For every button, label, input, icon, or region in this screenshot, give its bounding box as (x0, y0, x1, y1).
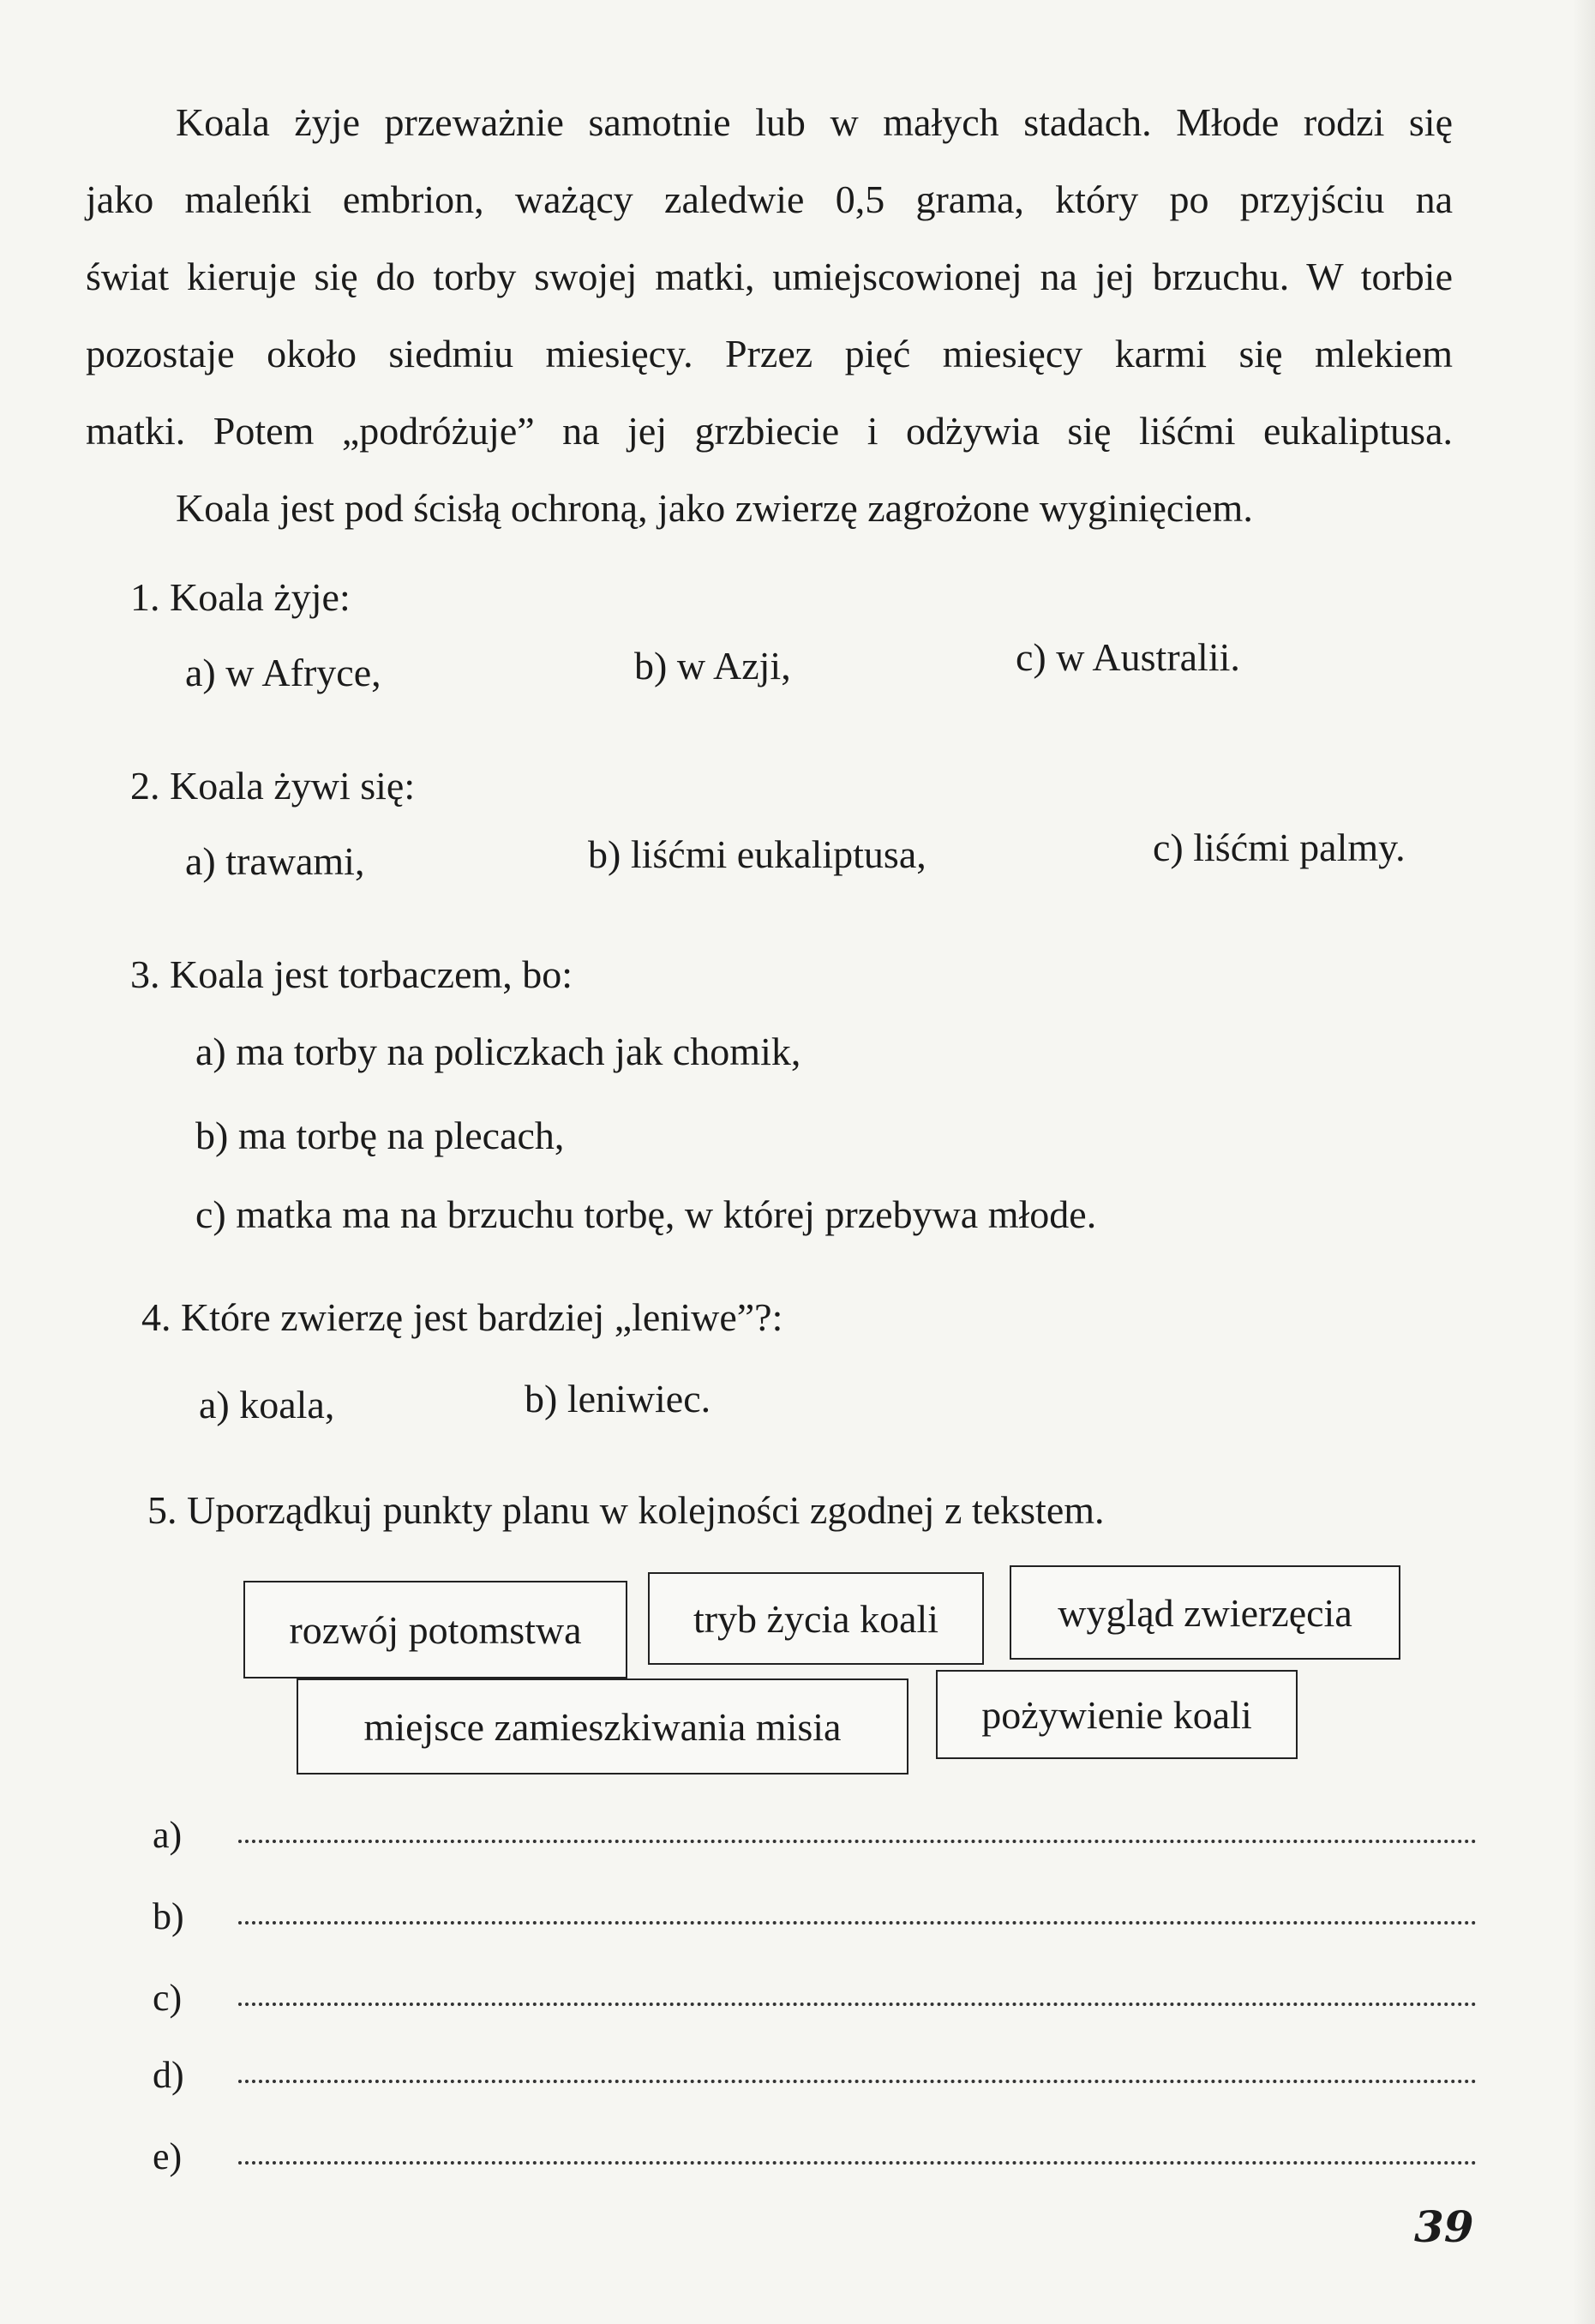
text-line: matki. Potem „podróżuje” na jej grzbiecie i odżywia się liśćmi eukaliptusa. (86, 409, 1453, 453)
option-2b[interactable]: b) liśćmi eukaliptusa, (588, 832, 926, 876)
answer-label-a: a) (153, 1814, 183, 1856)
text-line: jako maleńki embrion, ważący zaledwie 0,5 grama, który po przyjściu na (86, 177, 1453, 221)
answer-line-c[interactable] (238, 2003, 1477, 2006)
page-number: 39 (1414, 2201, 1474, 2252)
option-2a[interactable]: a) trawami, (185, 839, 365, 883)
text-line: Koala żyje przeważnie samotnie lub w małych stadach. Młode rodzi się (176, 100, 1453, 144)
option-1a[interactable]: a) w Afryce, (185, 651, 381, 694)
answer-line-b[interactable] (238, 1921, 1477, 1925)
text-line: pozostaje około siedmiu miesięcy. Przez pięć miesięcy karmi się mlekiem (86, 332, 1453, 375)
option-1b[interactable]: b) w Azji, (634, 644, 791, 688)
plan-box-miejsce-zamieszkiwania-misia[interactable]: miejsce zamieszkiwania misia (297, 1678, 908, 1775)
plan-box-pozywienie-koali[interactable]: pożywienie koali (936, 1670, 1298, 1759)
text-line: Koala jest pod ścisłą ochroną, jako zwierzę zagrożone wyginięciem. (176, 486, 1253, 530)
text-line: świat kieruje się do torby swojej matki, umiejscowionej na jej brzuchu. W torbie (86, 255, 1453, 298)
answer-line-a[interactable] (238, 1840, 1477, 1843)
option-2c[interactable]: c) liśćmi palmy. (1153, 826, 1406, 869)
plan-box-rozwoj-potomstwa[interactable]: rozwój potomstwa (243, 1581, 627, 1678)
question-2: 2. Koala żywi się: (130, 764, 416, 808)
answer-label-c: c) (153, 1977, 183, 2019)
answer-label-d: d) (153, 2054, 184, 2096)
answer-line-d[interactable] (238, 2080, 1477, 2083)
answer-line-e[interactable] (238, 2161, 1477, 2165)
question-5: 5. Uporządkuj punkty planu w kolejności zgodnej z tekstem. (147, 1488, 1105, 1532)
answer-label-b: b) (153, 1895, 184, 1937)
option-3c[interactable]: c) matka ma na brzuchu torbę, w której przebywa młode. (195, 1192, 1097, 1236)
question-4: 4. Które zwierzę jest bardziej „leniwe”?: (141, 1295, 783, 1339)
option-3a[interactable]: a) ma torby na policzkach jak chomik, (195, 1030, 801, 1073)
option-3b[interactable]: b) ma torbę na plecach, (195, 1114, 565, 1157)
question-1: 1. Koala żyje: (130, 575, 351, 619)
answer-label-e: e) (153, 2135, 183, 2177)
option-1c[interactable]: c) w Australii. (1016, 635, 1240, 679)
page-edge-shadow (1573, 0, 1595, 2324)
plan-box-wyglad-zwierzecia[interactable]: wygląd zwierzęcia (1010, 1565, 1400, 1660)
reading-text (86, 84, 1453, 547)
question-3: 3. Koala jest torbaczem, bo: (130, 952, 573, 996)
plan-box-tryb-zycia-koali[interactable]: tryb życia koali (648, 1572, 984, 1665)
option-4a[interactable]: a) koala, (199, 1383, 335, 1426)
option-4b[interactable]: b) leniwiec. (525, 1377, 711, 1420)
